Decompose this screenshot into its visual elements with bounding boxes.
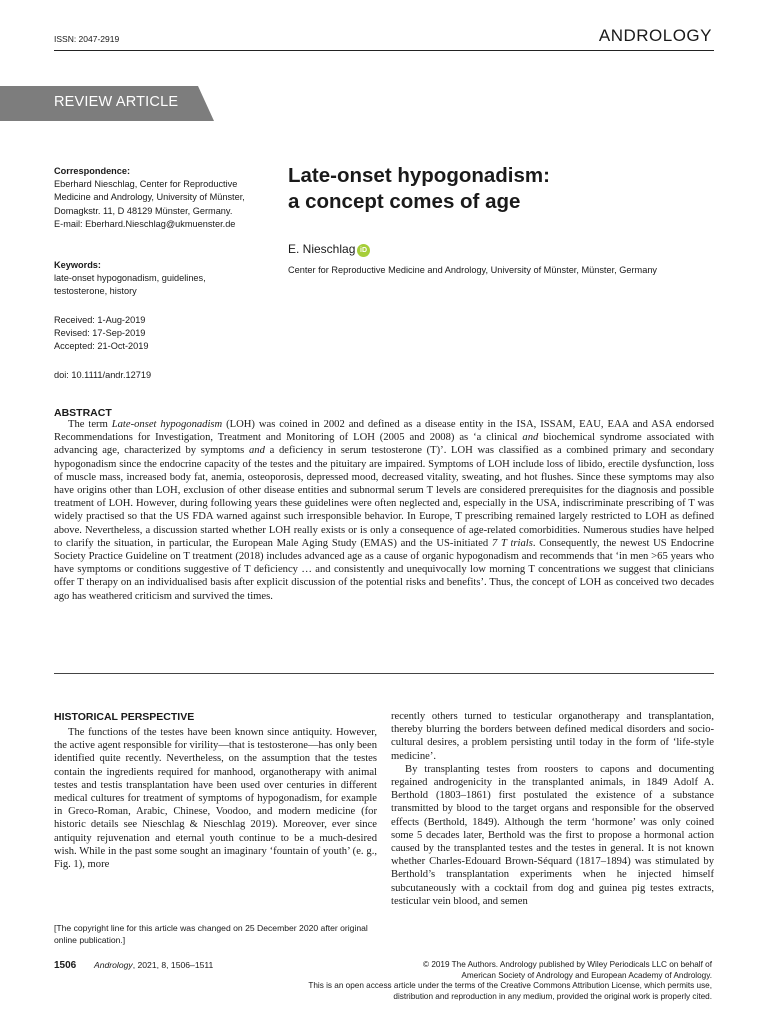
author-name[interactable]: E. Nieschlag xyxy=(288,242,356,256)
title-line: Late-onset hypogonadism: xyxy=(288,164,550,187)
correspondence-line: Eberhard Nieschlag, Center for Reproductive xyxy=(54,179,238,190)
correspondence-line: Medicine and Andrology, University of Münster, xyxy=(54,192,245,203)
license-line: © 2019 The Authors. Andrology published by Wiley Periodicals LLC on behalf of xyxy=(423,960,712,969)
article-title xyxy=(288,163,618,215)
page-number: 1506 xyxy=(54,960,77,971)
keywords-line: late-onset hypogonadism, guidelines, xyxy=(54,273,206,284)
received-date: Received: 1-Aug-2019 xyxy=(54,315,146,325)
journal-name: ANDROLOGY xyxy=(598,26,712,45)
license-statement xyxy=(242,960,712,1002)
body-paragraph: By transplanting testes from roosters to capons and documenting regained androgenicity in the transplanted animals, in 1849 Adolf A. Berthold (1803–1861) first postulated the existence of a substance transmitted by blood to the target organs and responsible for the observed effects (Berthold, 1849). Although the term ‘hormone’ was only coined some 5 decades later, Berthold was the first to propose a hormonal action caused by the transplanted testes and the testes in general. It is not known whether Charles-Edouard Brown-Séquard (1817–1894) was stimulated by Berthold’s transplantation experiments when he injected himself subcutaneously with a cocktail from dog and guinea pig testes extracts, testicular vein blood, and semen xyxy=(391,763,714,907)
license-line: This is an open access article under the terms of the Creative Commons Attribution License, which permits use, xyxy=(308,981,712,991)
issn-label: ISSN: 2047-2919 xyxy=(54,34,120,44)
doi[interactable]: doi: 10.1111/andr.12719 xyxy=(54,370,152,380)
title-line: a concept comes of age xyxy=(288,190,521,213)
orcid-icon[interactable]: iD xyxy=(357,244,370,257)
license-line: American Society of Andrology and European Academy of Andrology. xyxy=(461,970,712,980)
correspondence-label: Correspondence: xyxy=(54,166,131,176)
correspondence-block xyxy=(54,165,264,231)
correspondence-email[interactable]: E-mail: Eberhard.Nieschlag@ukmuenster.de xyxy=(54,218,236,229)
journal-citation: Andrology, 2021, 8, 1506–1511 xyxy=(94,960,214,970)
copyright-note: [The copyright line for this article was changed on 25 December 2020 after original online publication.] xyxy=(54,923,368,946)
body-paragraph: recently others turned to testicular organotherapy and transplantation, thereby blurring the borders between defined medical disorders and socio-cultural desires, a problem persisting until today in the form of ‘life-style medicine’. xyxy=(391,711,714,762)
revised-date: Revised: 17-Sep-2019 xyxy=(54,328,146,339)
section-heading: HISTORICAL PERSPECTIVE xyxy=(54,711,195,723)
article-type-label: REVIEW ARTICLE xyxy=(54,94,179,110)
header-rule xyxy=(54,50,714,51)
body-paragraph: The functions of the testes have been known since antiquity. However, the active agent responsible for virility—that is testosterone—has only been identified quite recently. Nevertheless, on the assumption that the testes contain the ingredients required for manhood, organotherapy with animal testes and testis transplantation have been used over centuries in different medical cultures for treatment of symptoms of hypogonadism, for example in Greco-Roman, Arabic, Chinese, Voodoo, and modern medicine (for historic details see Nieschlag & Nieschlag 2019). Moreover, ever since antiquity rejuvenation and eternal youth continue to be a much-desired wish. While in the past some sought an imaginary ‘fountain of youth’ (e. g., Fig. 1), more xyxy=(54,727,377,871)
accepted-date: Accepted: 21-Oct-2019 xyxy=(54,341,149,352)
dates-block xyxy=(54,314,264,354)
abstract-text: The term Late-onset hypogonadism (LOH) was coined in 2002 and defined as a disease entity in the ISA, ISSAM, EAU, EAA and ASA endorsed Recommendations for Investigation, Treatment and Monitoring of LOH (2005 and 2008) as ‘a clinical and biochemical syndrome associated with advancing age, characterized by symptoms and a deficiency in serum testosterone (T)’. LOH was classified as a combined primary and secondary hypogonadism since the endocrine capacity of the testes and the pituitary are impaired. Symptoms of LOH include loss of libido, erectile dysfunction, loss of muscle mass, increased body fat, anemia, osteoporosis, depressed mood, decreased vitality, sweating, and hot flushes. Since these symptoms may also have origins other than LOH, exclusion of other disease entities and subnormal serum T levels are considered prerequisites for the diagnosis and possible treatment of LOH. However, during following years these guidelines were often neglected and, especially in the USA, indiscriminate prescribing of T was widely practised so that the US FDA warned against such irresponsible behavior. In Europe, T prescribing remained largely restricted to LOH as defined above. Nevertheless, a discussion started whether LOH really exists or is only a consequence of age-related comorbidities. Numerous studies have helped to clarify the situation, in particular, the European Male Aging Study (EMAS) and the US-initiated 7 T trials. Consequently, the newest US Endocrine Society Practice Guideline on T treatment (2018) includes advanced age as a cause of organic hypogonadism and recommends that ‘in men >65 years who have symptoms or conditions suggestive of T deficiency … and consistently and unequivocally low morning T concentrations we suggest that clinicians offer T therapy on an individualised basis after explicit discussion of the potential risks and benefits’. Thus, the concept of LOH as conceived two decades ago has weathered criticism and survived the times. xyxy=(54,419,715,602)
keywords-block xyxy=(54,259,264,299)
affiliation: Center for Reproductive Medicine and Andrology, University of Münster, Münster, Germany xyxy=(288,265,658,275)
keywords-label: Keywords: xyxy=(54,260,101,270)
body-column-right xyxy=(391,710,714,908)
abstract-heading: ABSTRACT xyxy=(54,407,112,419)
correspondence-line: Domagkstr. 11, D 48129 Münster, Germany. xyxy=(54,205,233,216)
keywords-line: testosterone, history xyxy=(54,286,137,297)
license-line: distribution and reproduction in any medium, provided the original work is properly cited. xyxy=(393,991,712,1001)
section-divider xyxy=(54,673,714,674)
